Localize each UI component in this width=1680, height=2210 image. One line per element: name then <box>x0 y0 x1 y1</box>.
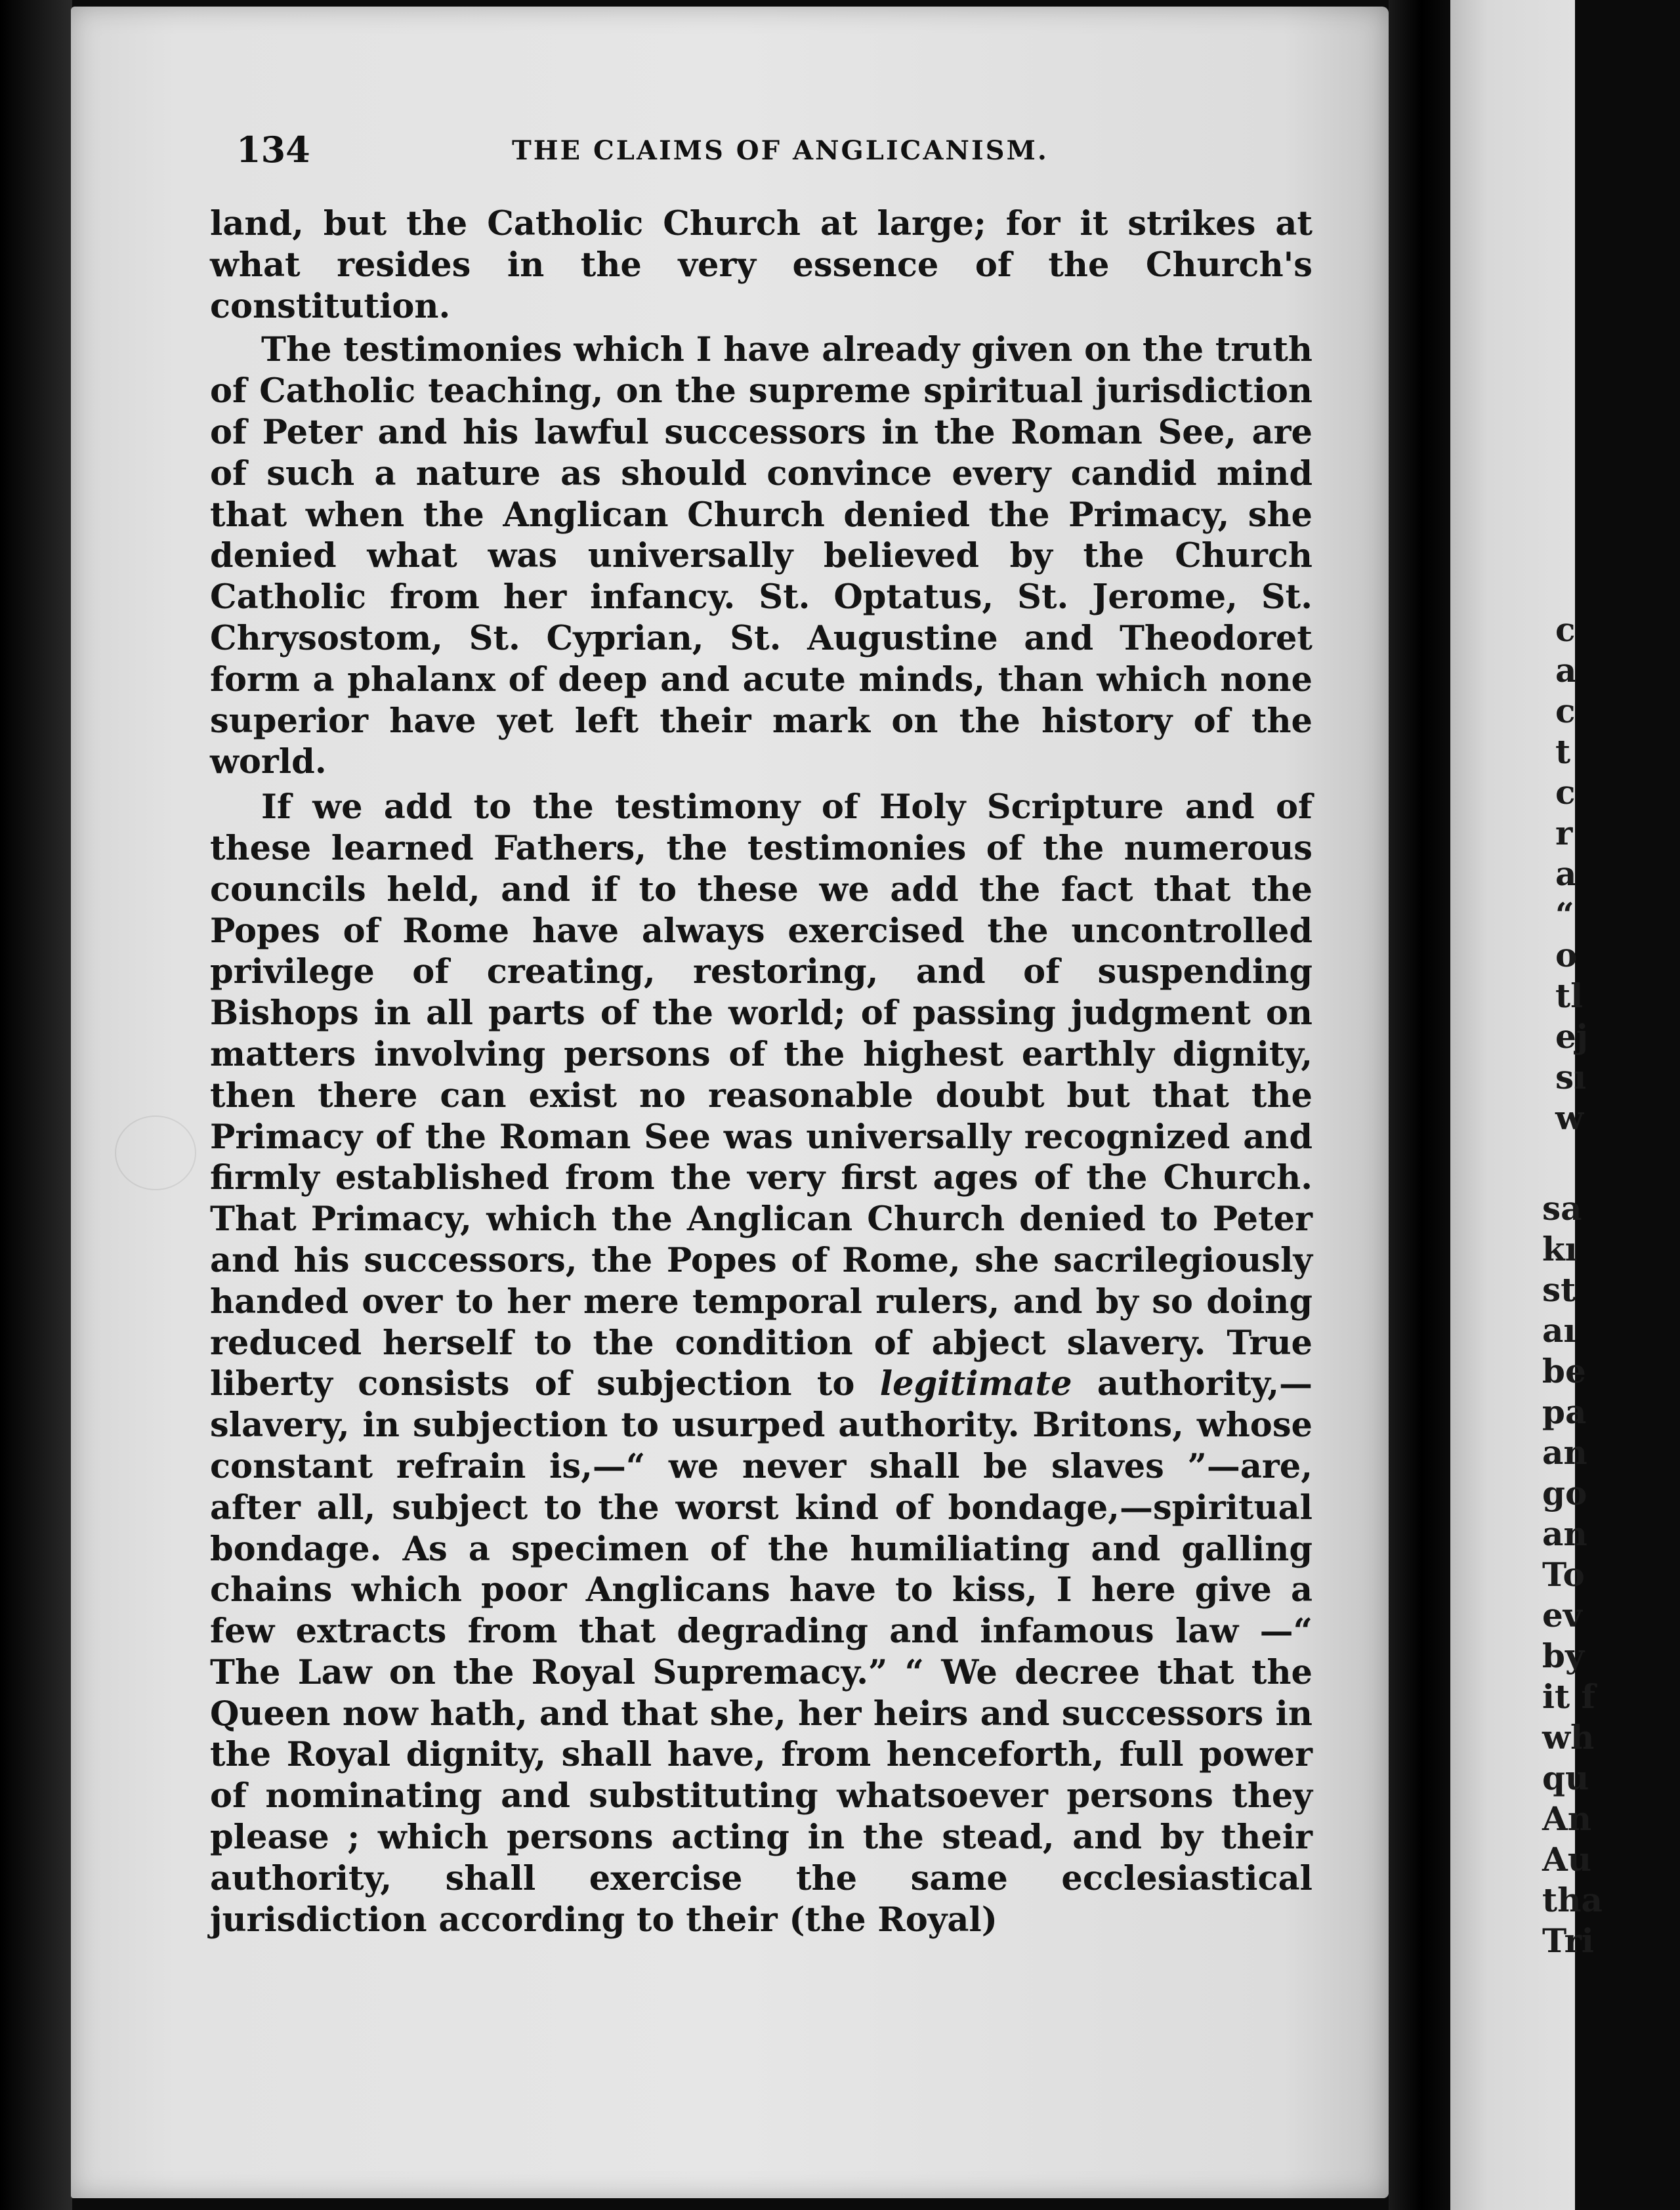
facing-fragment: pa <box>1542 1392 1587 1431</box>
facing-fragment: w <box>1555 1098 1584 1137</box>
facing-fragment: an <box>1542 1433 1587 1472</box>
facing-fragment: a <box>1555 854 1577 893</box>
facing-fragment: To <box>1542 1555 1585 1594</box>
facing-fragment: qu <box>1542 1759 1589 1797</box>
facing-fragment: c <box>1555 692 1576 730</box>
paragraph-1: land, but the Catholic Church at large; for it strikes at what resides in the very essence of the Church's constitution. <box>210 204 1312 326</box>
page-number: 134 <box>236 129 310 171</box>
facing-fragment: An <box>1542 1799 1592 1838</box>
facing-fragment: t <box>1555 732 1571 771</box>
facing-fragment: c <box>1555 773 1576 812</box>
facing-fragment: kı <box>1542 1230 1578 1268</box>
facing-fragment: wh <box>1542 1718 1595 1757</box>
facing-fragment: Tri <box>1542 1921 1594 1960</box>
paragraph-3-part-2: authority,—slavery, in subjection to usurped authority. Britons, whose constant refrain is,—“ we never shall be slaves ”—are, after all, subject to the worst kind of bondage,—spiritual bondage. As a specimen of the humiliating and galling chains which poor Anglicans have to kiss, I here give a few extracts from that degrading and infamous law —“ The Law on the Royal Supremacy.” “ We decree that the Queen now hath, and that she, her heirs and successors in the Royal dignity, shall have, from henceforth, full power of nominating and substituting whatsoever persons they please ; which persons acting in the stead, and by their authority, shall exercise the same ecclesiastical jurisdiction according to their (the Royal) <box>210 1364 1312 1940</box>
facing-fragment: ej <box>1555 1017 1588 1056</box>
facing-fragment: an <box>1542 1514 1587 1553</box>
facing-fragment: r <box>1555 814 1573 852</box>
facing-fragment: it f <box>1542 1677 1596 1716</box>
facing-fragment: Au <box>1542 1840 1592 1879</box>
facing-fragment: aı <box>1542 1311 1576 1350</box>
facing-fragment: a <box>1555 651 1577 690</box>
left-binding-edge <box>0 0 72 2210</box>
facing-fragment: c <box>1555 610 1576 649</box>
paragraph-2: The testimonies which I have already given on the truth of Catholic teaching, on the supreme spiritual jurisdiction of Peter and his lawful successors in the Roman See, are of such a nature as should convince every candid mind that when the Anglican Church denied the Primacy, she denied what was universally believed by the Church Catholic from her infancy. St. Optatus, St. Jerome, St. Chrysostom, St. Cyprian, St. Augustine and Theodoret form a phalanx of deep and acute minds, than which none superior have yet left their mark on the history of the world. <box>210 330 1312 782</box>
facing-fragment: be <box>1542 1352 1586 1390</box>
paragraph-3 <box>210 787 1312 1940</box>
facing-fragment: tha <box>1542 1881 1603 1919</box>
paragraph-3-italic: legitimate <box>879 1364 1072 1404</box>
facing-fragment: o <box>1555 936 1578 974</box>
running-title: THE CLAIMS OF ANGLICANISM. <box>512 135 1049 166</box>
page-body <box>210 203 1312 1940</box>
facing-fragment: st <box>1542 1270 1576 1309</box>
facing-fragment: go <box>1542 1474 1587 1512</box>
facing-fragment: tl <box>1555 976 1584 1015</box>
facing-fragment: by <box>1542 1637 1585 1675</box>
facing-fragment: ev <box>1542 1596 1582 1635</box>
page-stain <box>115 1115 196 1190</box>
facing-fragment: sı <box>1555 1058 1587 1096</box>
facing-page <box>1450 0 1603 2210</box>
paragraph-3-part-1: If we add to the testimony of Holy Scripture and of these learned Fathers, the testimonies of the numerous councils held, and if to these we add the fact that the Popes of Rome have always exercised the uncontrolled privilege of creating, restoring, and of suspending Bishops in all parts of the world; of passing judgment on matters involving persons of the highest earthly dignity, then there can exist no reasonable doubt but that the Primacy of the Roman See was universally recognized and firmly established from the very first ages of the Church. That Primacy, which the Anglican Church denied to Peter and his successors, the Popes of Rome, she sacrilegiously handed over to her mere temporal rulers, and by so doing reduced herself to the condition of abject slavery. True liberty consists of subjection to <box>210 787 1312 1404</box>
facing-fragment: “ <box>1555 895 1574 934</box>
facing-fragment: sa <box>1542 1189 1582 1228</box>
book-gutter <box>1389 0 1454 2210</box>
